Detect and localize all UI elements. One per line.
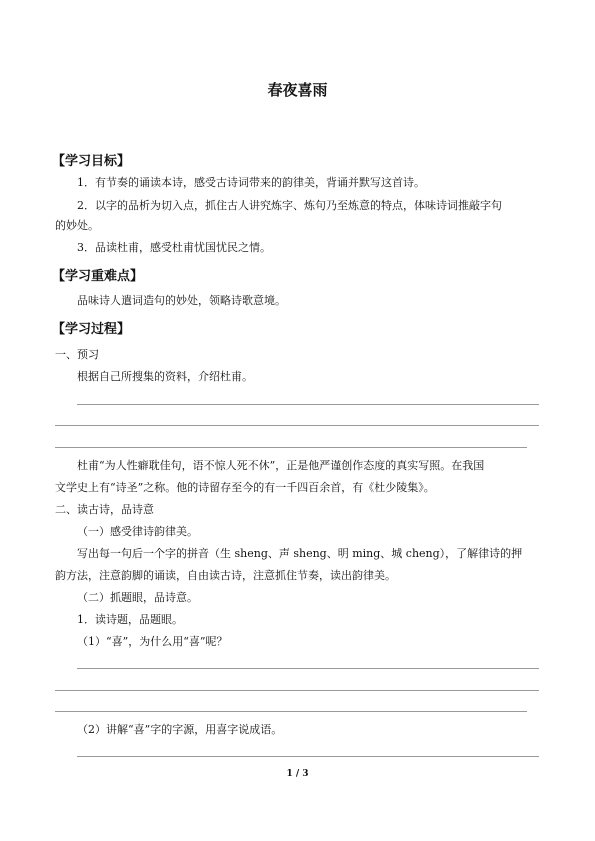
answer-line[interactable] [55,447,527,448]
item-1-label: 1．读诗题，品题眼。 [77,613,183,626]
sub-section-1-line-2: 韵方法，注意韵脚的诵读，自由读古诗，注意抓住节奏，读出韵律美。 [55,569,396,582]
preview-task: 根据自己所搜集的资料，介绍杜甫。 [77,370,253,383]
goal-item-3: 3．品读杜甫，感受杜甫忧国忧民之情。 [77,241,271,254]
question-1: （1）“喜”，为什么用“喜”呢？ [77,635,228,648]
difficulty-text: 品味诗人遣词造句的妙处，领略诗歌意境。 [77,294,286,307]
question-2: （2）讲解“喜”字的字源，用喜字说成语。 [77,723,283,736]
page-number: 1 / 3 [286,769,309,779]
sub-section-1-label: （一）感受律诗韵律美。 [77,525,198,538]
preview-label: 一、预习 [55,348,99,361]
goal-item-2: 2．以字的品析为切入点，抓住古人讲究炼字、炼句乃至炼意的特点，体味诗词推敲字句 [77,199,502,212]
dufu-intro-line-1: 杜甫“为人性癖耽佳句，语不惊人死不休”，正是他严谨创作态度的真实写照。在我国 [77,459,485,472]
section-heading-goals: 【学习目标】 [52,154,131,169]
answer-line[interactable] [77,756,539,757]
answer-line[interactable] [55,711,527,712]
sub-section-1-line-1: 写出每一句后一个字的拼音（生 sheng、声 sheng、明 ming、城 cheng），了解律诗的押 [77,547,523,560]
sub-section-2-label: （二）抓题眼，品诗意。 [77,591,198,604]
goal-item-1: 1．有节奏的诵读本诗，感受古诗词带来的韵律美，背诵并默写这首诗。 [77,176,425,189]
read-poem-label: 二、读古诗，品诗意 [55,503,154,516]
answer-line[interactable] [55,425,539,426]
answer-line[interactable] [77,404,539,405]
dufu-intro-line-2: 文学史上有“诗圣”之称。他的诗留存至今的有一千四百余首，有《杜少陵集》。 [55,481,435,494]
page-title: 春夜喜雨 [267,81,328,99]
goal-item-2-cont: 的妙处。 [55,219,99,232]
answer-line[interactable] [77,668,539,669]
section-heading-difficulty: 【学习重难点】 [52,269,144,284]
section-heading-process: 【学习过程】 [52,322,131,337]
answer-line[interactable] [55,690,539,691]
